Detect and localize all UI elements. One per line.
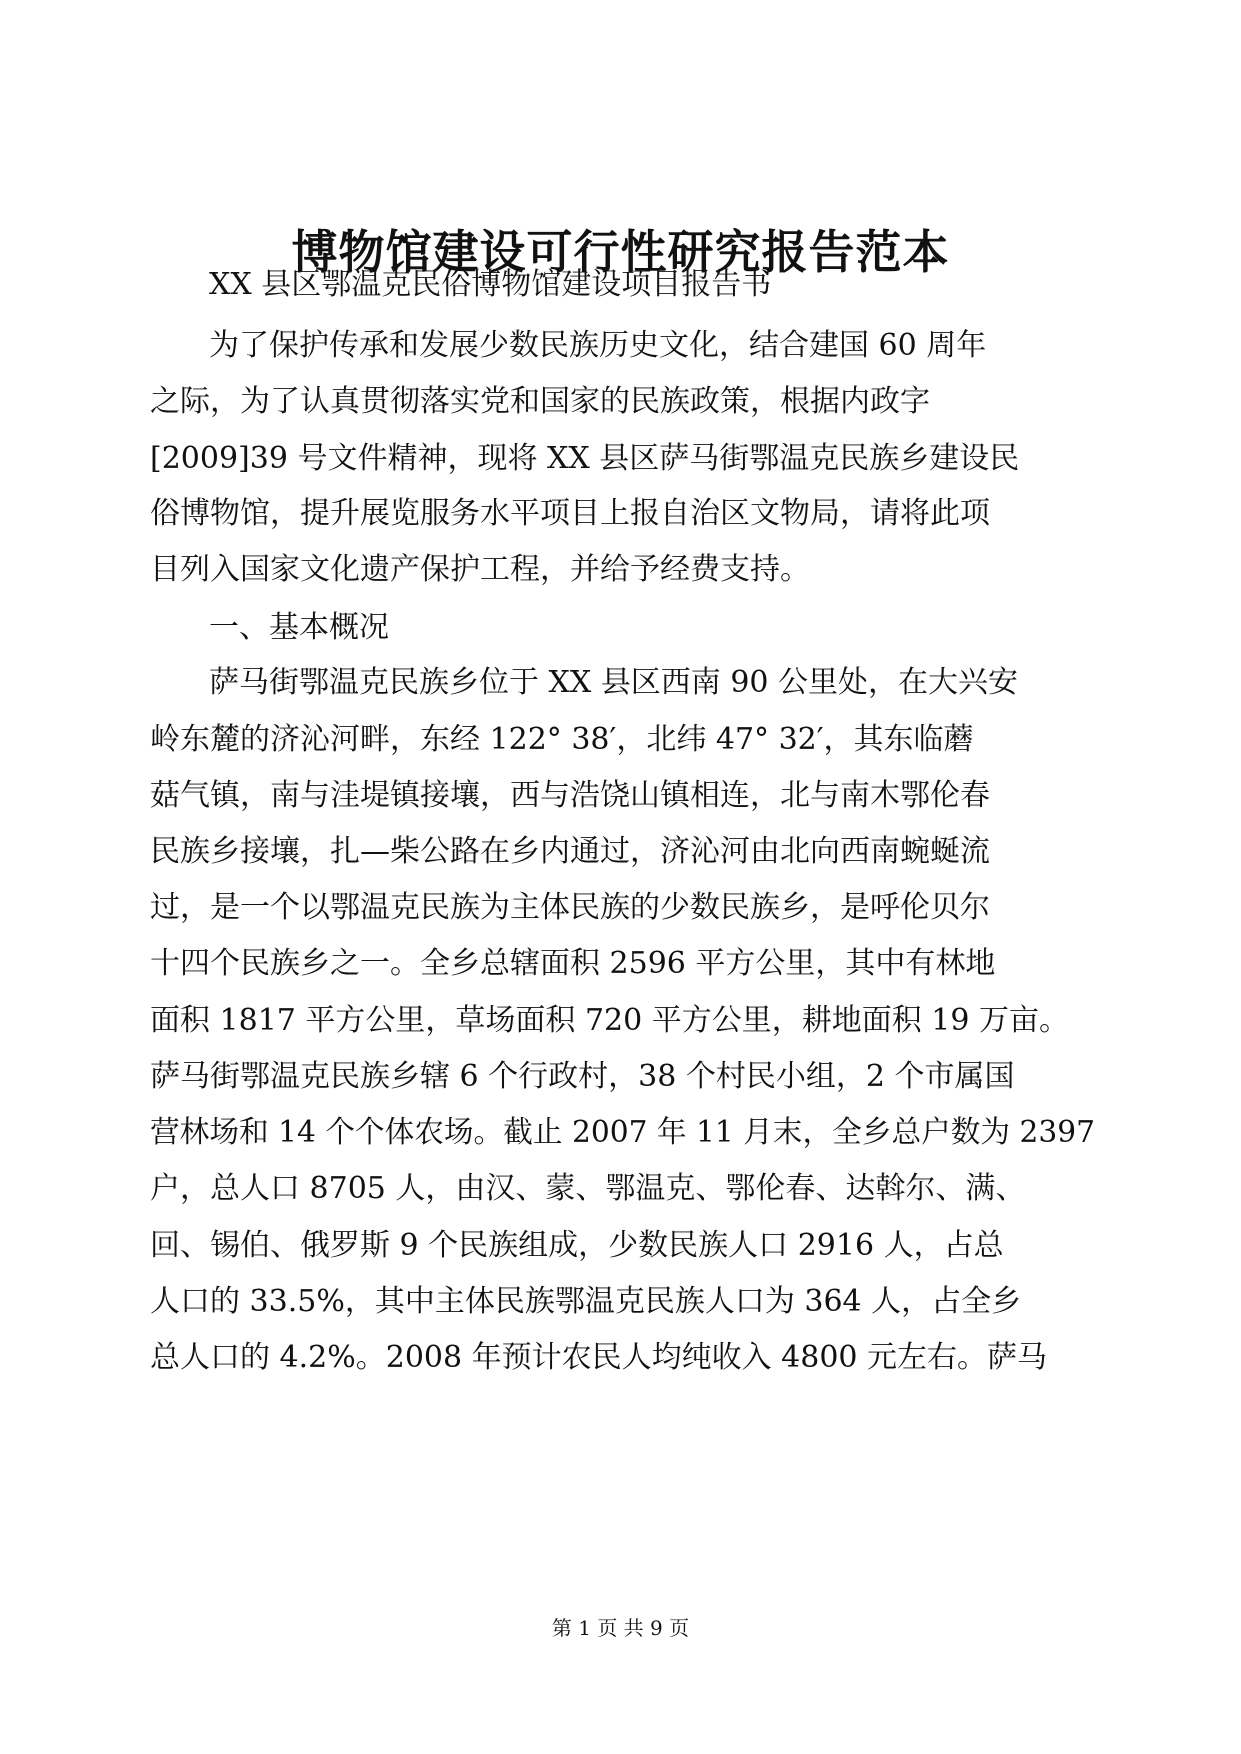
text-line: 过，是一个以鄂温克民族为主体民族的少数民族乡，是呼伦贝尔 xyxy=(150,890,990,925)
text-line: 萨马街鄂温克民族乡辖 6 个行政村，38 个村民小组，2 个市属国 xyxy=(150,1059,1015,1094)
text-line: [2009]39 号文件精神，现将 XX 县区萨马街鄂温克民族乡建设民 xyxy=(150,441,1020,476)
text-line: 十四个民族乡之一。全乡总辖面积 2596 平方公里，其中有林地 xyxy=(150,946,996,981)
text-line: 民族乡接壤，扎—柴公路在乡内通过，济沁河由北向西南蜿蜒流 xyxy=(150,834,990,869)
text-line: 之际，为了认真贯彻落实党和国家的民族政策，根据内政字 xyxy=(150,384,930,419)
text-line: 岭东麓的济沁河畔，东经 122° 38′，北纬 47° 32′，其东临蘑 xyxy=(150,722,974,757)
text-line: XX 县区鄂温克民俗博物馆建设项目报告书 xyxy=(209,267,772,302)
text-line: 俗博物馆，提升展览服务水平项目上报自治区文物局，请将此项 xyxy=(150,496,990,531)
text-line: 总人口的 4.2%。2008 年预计农民人均纯收入 4800 元左右。萨马 xyxy=(150,1340,1048,1375)
text-line: 一、基本概况 xyxy=(209,610,389,645)
text-line: 营林场和 14 个个体农场。截止 2007 年 11 月末，全乡总户数为 2397 xyxy=(150,1115,1095,1150)
text-line: 目列入国家文化遗产保护工程，并给予经费支持。 xyxy=(150,552,810,587)
text-line: 为了保护传承和发展少数民族历史文化，结合建国 60 周年 xyxy=(209,328,987,363)
page-number-footer: 第 1 页 共 9 页 xyxy=(551,1616,690,1640)
document-title: 博物馆建设可行性研究报告范本 xyxy=(291,225,950,279)
text-line: 人口的 33.5%，其中主体民族鄂温克民族人口为 364 人，占全乡 xyxy=(150,1284,1022,1319)
text-line: 菇气镇，南与洼堤镇接壤，西与浩饶山镇相连，北与南木鄂伦春 xyxy=(150,778,990,813)
text-line: 面积 1817 平方公里，草场面积 720 平方公里，耕地面积 19 万亩。 xyxy=(150,1003,1069,1038)
text-line: 萨马街鄂温克民族乡位于 XX 县区西南 90 公里处，在大兴安 xyxy=(209,665,1019,700)
text-line: 回、锡伯、俄罗斯 9 个民族组成，少数民族人口 2916 人，占总 xyxy=(150,1228,1004,1263)
text-line: 户，总人口 8705 人，由汉、蒙、鄂温克、鄂伦春、达斡尔、满、 xyxy=(150,1171,1026,1206)
